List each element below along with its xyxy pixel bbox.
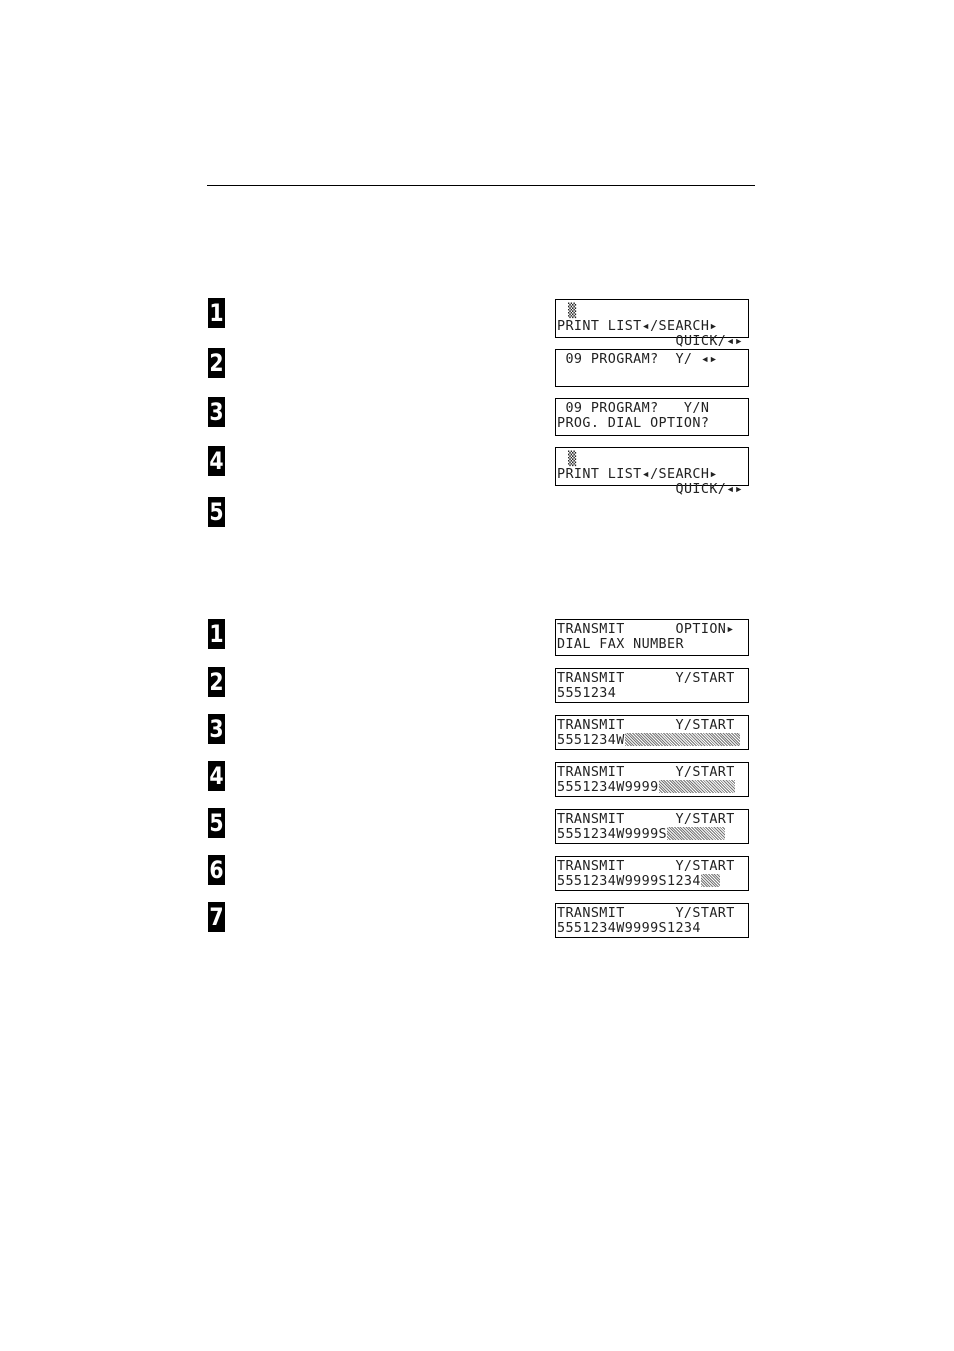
lcd-line-2: PROG. DIAL OPTION? <box>557 416 710 431</box>
lcd-display-b7 <box>555 903 749 938</box>
cursor-block <box>701 874 720 887</box>
lcd-display-b5 <box>555 809 749 844</box>
lcd-line-1: TRANSMIT Y/START <box>557 906 735 921</box>
step-marker-a4: 4 <box>209 447 224 475</box>
lcd-line-1: TRANSMIT Y/START <box>557 859 735 874</box>
step-marker-a3: 3 <box>209 398 224 426</box>
lcd-display-a2 <box>555 349 749 387</box>
step-marker-b2: 2 <box>209 668 224 696</box>
lcd-display-a3 <box>555 398 749 436</box>
lcd-line-1: TRANSMIT Y/START <box>557 671 735 686</box>
step-marker-b7: 7 <box>209 903 224 931</box>
lcd-line-1: QUICK/◂▸ <box>590 482 744 497</box>
lcd-line-1: 09 PROGRAM? Y/N <box>557 401 710 416</box>
lcd-line-1: QUICK/◂▸ <box>590 334 744 349</box>
cursor-block <box>625 733 740 746</box>
cursor-block: ▒ <box>568 304 577 319</box>
lcd-display-b4 <box>555 762 749 797</box>
lcd-line-2: 5551234W9999S1234 <box>557 921 701 936</box>
step-marker-b3: 3 <box>209 715 224 743</box>
cursor-block <box>659 780 735 793</box>
lcd-line-2: 5551234 <box>557 686 617 701</box>
lcd-display-b6 <box>555 856 749 891</box>
step-marker-a1: 1 <box>209 299 224 327</box>
lcd-display-b1 <box>555 619 749 656</box>
lcd-line-1: TRANSMIT OPTION▸ <box>557 622 735 637</box>
step-marker-a5: 5 <box>209 498 224 526</box>
lcd-line-2: 5551234W9999S1234 <box>557 874 701 889</box>
lcd-line-2: DIAL FAX NUMBER <box>557 637 684 652</box>
lcd-line-1: TRANSMIT Y/START <box>557 812 735 827</box>
lcd-line-1: TRANSMIT Y/START <box>557 718 735 733</box>
lcd-line-2: PRINT LIST◂/SEARCH▸ <box>557 319 718 334</box>
cursor-block: ▒ <box>568 452 577 467</box>
step-marker-a2: 2 <box>209 349 224 377</box>
lcd-line-2 <box>557 367 748 382</box>
step-marker-b1: 1 <box>209 620 224 648</box>
step-marker-b6: 6 <box>209 856 224 884</box>
lcd-display-b2 <box>555 668 749 703</box>
lcd-display-b3 <box>555 715 749 750</box>
lcd-line-2: 5551234W9999 <box>557 780 659 795</box>
lcd-display-a1 <box>555 299 749 349</box>
lcd-line-1: 09 PROGRAM? Y/ ◂▸ <box>557 352 718 367</box>
lcd-line-2: PRINT LIST◂/SEARCH▸ <box>557 467 718 482</box>
step-marker-b4: 4 <box>209 762 224 790</box>
lcd-display-a4 <box>555 447 749 497</box>
lcd-line-1: TRANSMIT Y/START <box>557 765 735 780</box>
lcd-line-2: 5551234W <box>557 733 625 748</box>
header-rule <box>207 185 755 186</box>
lcd-line-2: 5551234W9999S <box>557 827 668 842</box>
step-marker-b5: 5 <box>209 809 224 837</box>
cursor-block <box>667 827 725 840</box>
